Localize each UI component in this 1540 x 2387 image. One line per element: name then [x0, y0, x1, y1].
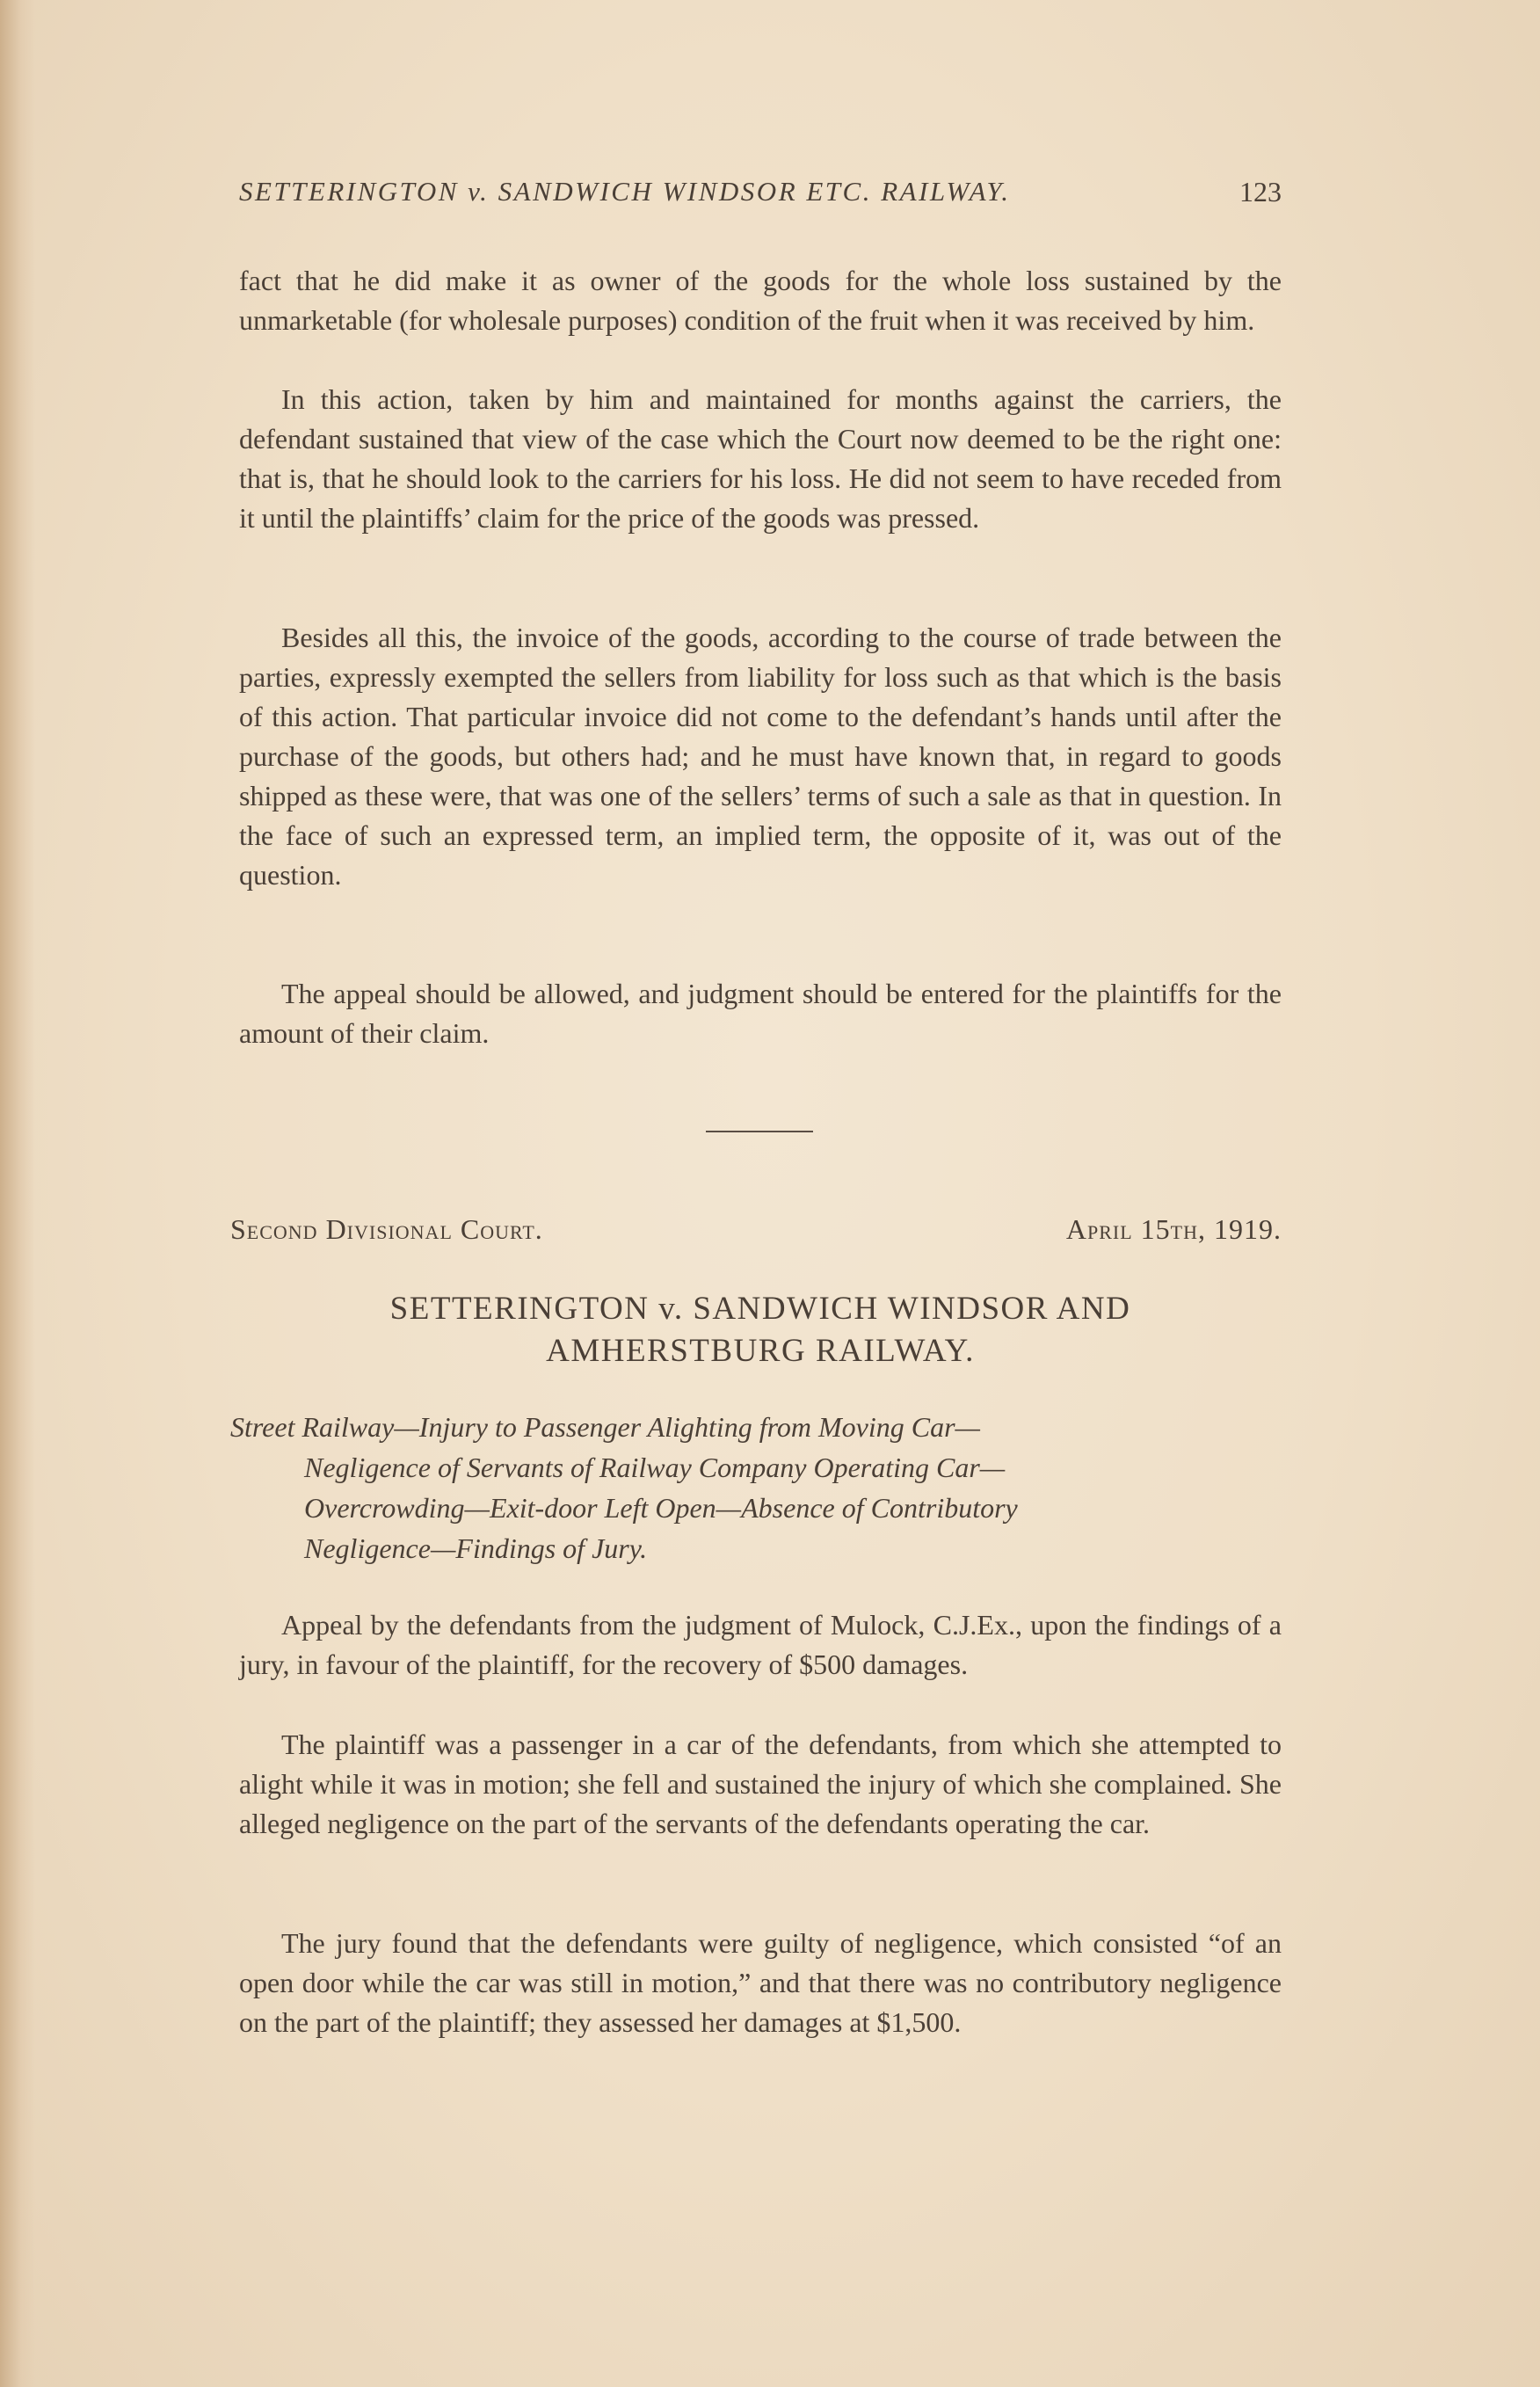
headnote-line: Negligence—Findings of Jury.: [304, 1532, 648, 1564]
opinion-paragraph-3: Besides all this, the invoice of the goods, according to the course of trade between the parties, expressly exempted the sellers from liability for loss such as that which is the basis of this action. That particular invoice did not come to the defendant’s hands until after the purchase of the goods, but others had; and he must have known that, in regard to goods shipped as these were, that was one of the sellers’ terms of such a sale as that in question. In the face of such an expressed term, an implied term, the opposite of it, was out of the question.: [239, 622, 1282, 891]
headnote-line: Street Railway—Injury to Passenger Alighting from Moving Car—: [230, 1411, 980, 1443]
page-edge-shadow: [0, 0, 35, 2387]
running-head: SETTERINGTON v. SANDWICH WINDSOR ETC. RAILWAY.: [239, 176, 1011, 207]
case-paragraph-1: Appeal by the defendants from the judgment of Mulock, C.J.Ex., upon the findings of a jury, in favour of the plaintiff, for the recovery of $500 damages.: [239, 1609, 1282, 1680]
headnote-line: Overcrowding—Exit-door Left Open—Absence of Contributory: [304, 1492, 1018, 1524]
court-name: Second Divisional Court.: [230, 1213, 543, 1245]
case-title: [239, 1288, 1282, 1372]
section-divider: [706, 1131, 813, 1132]
decision-date: April 15th, 1919.: [1065, 1213, 1282, 1245]
page-number: 123: [1239, 176, 1282, 207]
page-header: [239, 176, 1282, 220]
case-paragraph-2: The plaintiff was a passenger in a car of the defendants, from which she attempted to alight while it was in motion; she fell and sustained the injury of which she complained. She alleged negligence on the part of the servants of the defendants operating the car.: [239, 1728, 1282, 1839]
case-paragraph-3: The jury found that the defendants were guilty of negligence, which consisted “of an open door while the car was still in motion,” and that there was no contributory negligence on the part of the plaintiff; they assessed her damages at $1,500.: [239, 1927, 1282, 2038]
case-title-line-2: AMHERSTBURG RAILWAY.: [546, 1333, 975, 1369]
opinion-paragraph-4: The appeal should be allowed, and judgment should be entered for the plaintiffs for the amount of their claim.: [239, 978, 1282, 1049]
case-title-line-1: SETTERINGTON v. SANDWICH WINDSOR AND: [389, 1291, 1131, 1327]
opinion-paragraph-2: In this action, taken by him and maintained for months against the carriers, the defendant sustained that view of the case which the Court now deemed to be the right one: that is, that he should look to the carriers for his loss. He did not seem to have receded from it until the plaintiffs’ claim for the price of the goods was pressed.: [239, 383, 1282, 534]
headnote: [230, 1407, 1282, 1568]
headnote-line: Negligence of Servants of Railway Company Operating Car—: [304, 1452, 1006, 1483]
opinion-paragraph-1: fact that he did make it as owner of the goods for the whole loss sustained by the unmarketable (for wholesale purposes) condition of the fruit when it was received by him.: [239, 265, 1282, 336]
